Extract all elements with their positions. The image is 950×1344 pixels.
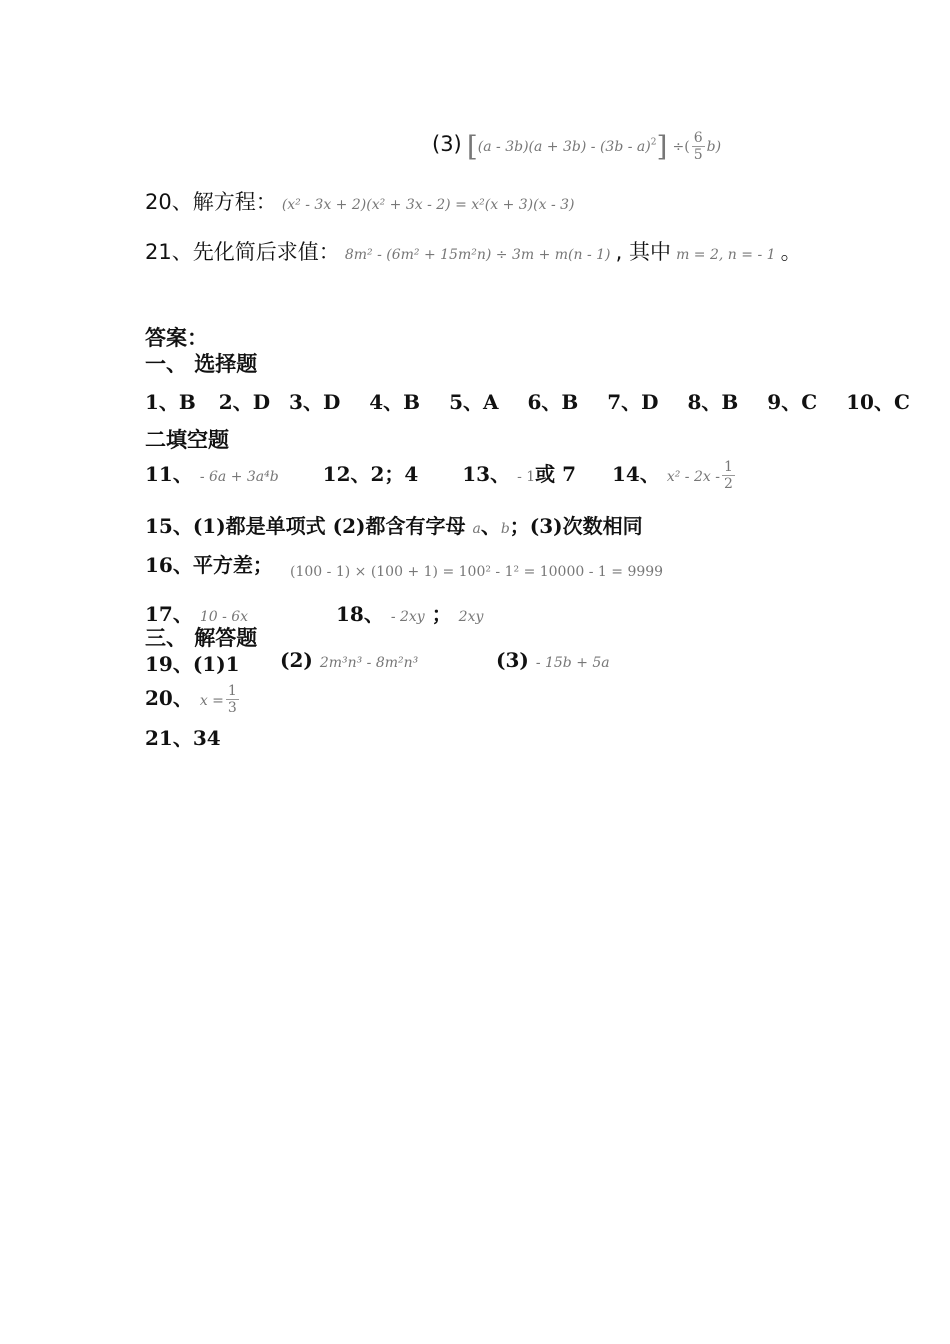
choice-answer: 7、D bbox=[607, 390, 659, 414]
expression-tail: b) bbox=[706, 139, 722, 155]
answer-18-label: 18、 bbox=[336, 602, 384, 626]
answer-15-tail: ；(3)次数相同 bbox=[509, 514, 643, 538]
answer-16-expr: (100 - 1) × (100 + 1) = 100² - 1² = 10000 - 1 = 9999 bbox=[290, 564, 664, 580]
period: 。 bbox=[780, 240, 802, 264]
answer-17-expr: 10 - 6x bbox=[199, 609, 249, 625]
answer-15 bbox=[145, 510, 643, 539]
choice-answer: 9、C bbox=[767, 390, 818, 414]
answer-20-label: 20、 bbox=[145, 686, 193, 710]
problem-label: 20、解方程： bbox=[145, 190, 277, 214]
choice-answer: 4、B bbox=[369, 390, 421, 414]
part-label: (3) bbox=[496, 648, 529, 672]
equation: (x² - 3x + 2)(x² + 3x - 2) = x²(x + 3)(x - 3) bbox=[281, 197, 575, 213]
answer-21: 21、34 bbox=[145, 726, 221, 750]
answer-12: 12、2；4 bbox=[322, 462, 419, 486]
divide-symbol: ÷( bbox=[672, 139, 690, 155]
expression: (a - 3b)(a + 3b) - (3b - a) bbox=[477, 139, 651, 155]
choice-answer: 2、D bbox=[218, 390, 271, 414]
var-a: a bbox=[472, 521, 481, 537]
choice-answer: 3、D bbox=[289, 390, 341, 414]
answer-19-part1: 19、(1)1 bbox=[145, 652, 240, 676]
choice-answer: 8、B bbox=[687, 390, 739, 414]
section-choice-heading: 一、 选择题 bbox=[145, 352, 258, 376]
problem-label: 21、先化简后求值： bbox=[145, 240, 340, 264]
fill-answers-11-14 bbox=[145, 458, 737, 492]
choice-answer: 1、B bbox=[145, 390, 196, 414]
answer-16-label: 16、平方差； bbox=[145, 553, 273, 577]
part-label: (2) bbox=[280, 648, 313, 672]
choice-answer: 6、B bbox=[527, 390, 579, 414]
problem-21 bbox=[145, 236, 802, 266]
exponent: 2 bbox=[650, 137, 657, 148]
answer-19-2-expr: 2m³n³ - 8m²n³ bbox=[319, 655, 419, 671]
separator: 、 bbox=[480, 514, 501, 538]
answer-13-label: 13、 bbox=[462, 462, 511, 486]
answer-15-label: 15、(1)都是单项式 (2)都含有字母 bbox=[145, 514, 466, 538]
answer-19-3-expr: - 15b + 5a bbox=[535, 655, 610, 671]
var-b: b bbox=[500, 521, 510, 537]
answer-14-label: 14、 bbox=[612, 462, 660, 486]
where-text: , 其中 bbox=[615, 240, 671, 264]
choice-answer: 5、A bbox=[449, 390, 499, 414]
answer-18-expr2: 2xy bbox=[458, 609, 484, 625]
answer-19-part3 bbox=[496, 648, 610, 672]
answer-18-expr1: - 2xy bbox=[390, 609, 425, 625]
expression: 8m² - (6m² + 15m²n) ÷ 3m + m(n - 1) bbox=[344, 247, 611, 263]
answers-heading: 答案： bbox=[145, 326, 208, 350]
answer-11-label: 11、 bbox=[145, 462, 193, 486]
answer-19 bbox=[145, 648, 240, 677]
choice-answer: 10、C bbox=[846, 390, 910, 414]
answer-13-expr: - 1 bbox=[517, 469, 536, 485]
answer-20-expr: x = bbox=[199, 693, 224, 709]
left-bracket-icon: [ bbox=[466, 130, 478, 163]
section-solve-heading: 三、 解答题 bbox=[145, 626, 258, 650]
choice-answers bbox=[145, 386, 910, 415]
part-label: (3) bbox=[432, 132, 462, 156]
section-fill-heading: 二填空题 bbox=[145, 428, 229, 452]
answer-18 bbox=[336, 598, 483, 627]
right-bracket-icon: ] bbox=[656, 130, 668, 163]
answer-11-expr: - 6a + 3a⁴b bbox=[199, 469, 279, 485]
answer-13-tail: 或 7 bbox=[535, 462, 577, 486]
answer-14-fraction: $\frac{1}{2}$ bbox=[723, 459, 733, 492]
answer-20 bbox=[145, 682, 241, 716]
answer-19-part2 bbox=[280, 648, 418, 672]
answer-20-fraction: $\frac{1}{3}$ bbox=[227, 683, 237, 716]
separator: ； bbox=[431, 602, 452, 626]
problem-19-part-3 bbox=[432, 130, 721, 163]
problem-20 bbox=[145, 186, 575, 216]
answer-14-expr: x² - 2x - bbox=[666, 469, 720, 485]
answer-17-label: 17、 bbox=[145, 602, 193, 626]
fraction: $\frac{6}{5}$ bbox=[693, 130, 703, 163]
values: m = 2, n = - 1 bbox=[676, 247, 776, 263]
